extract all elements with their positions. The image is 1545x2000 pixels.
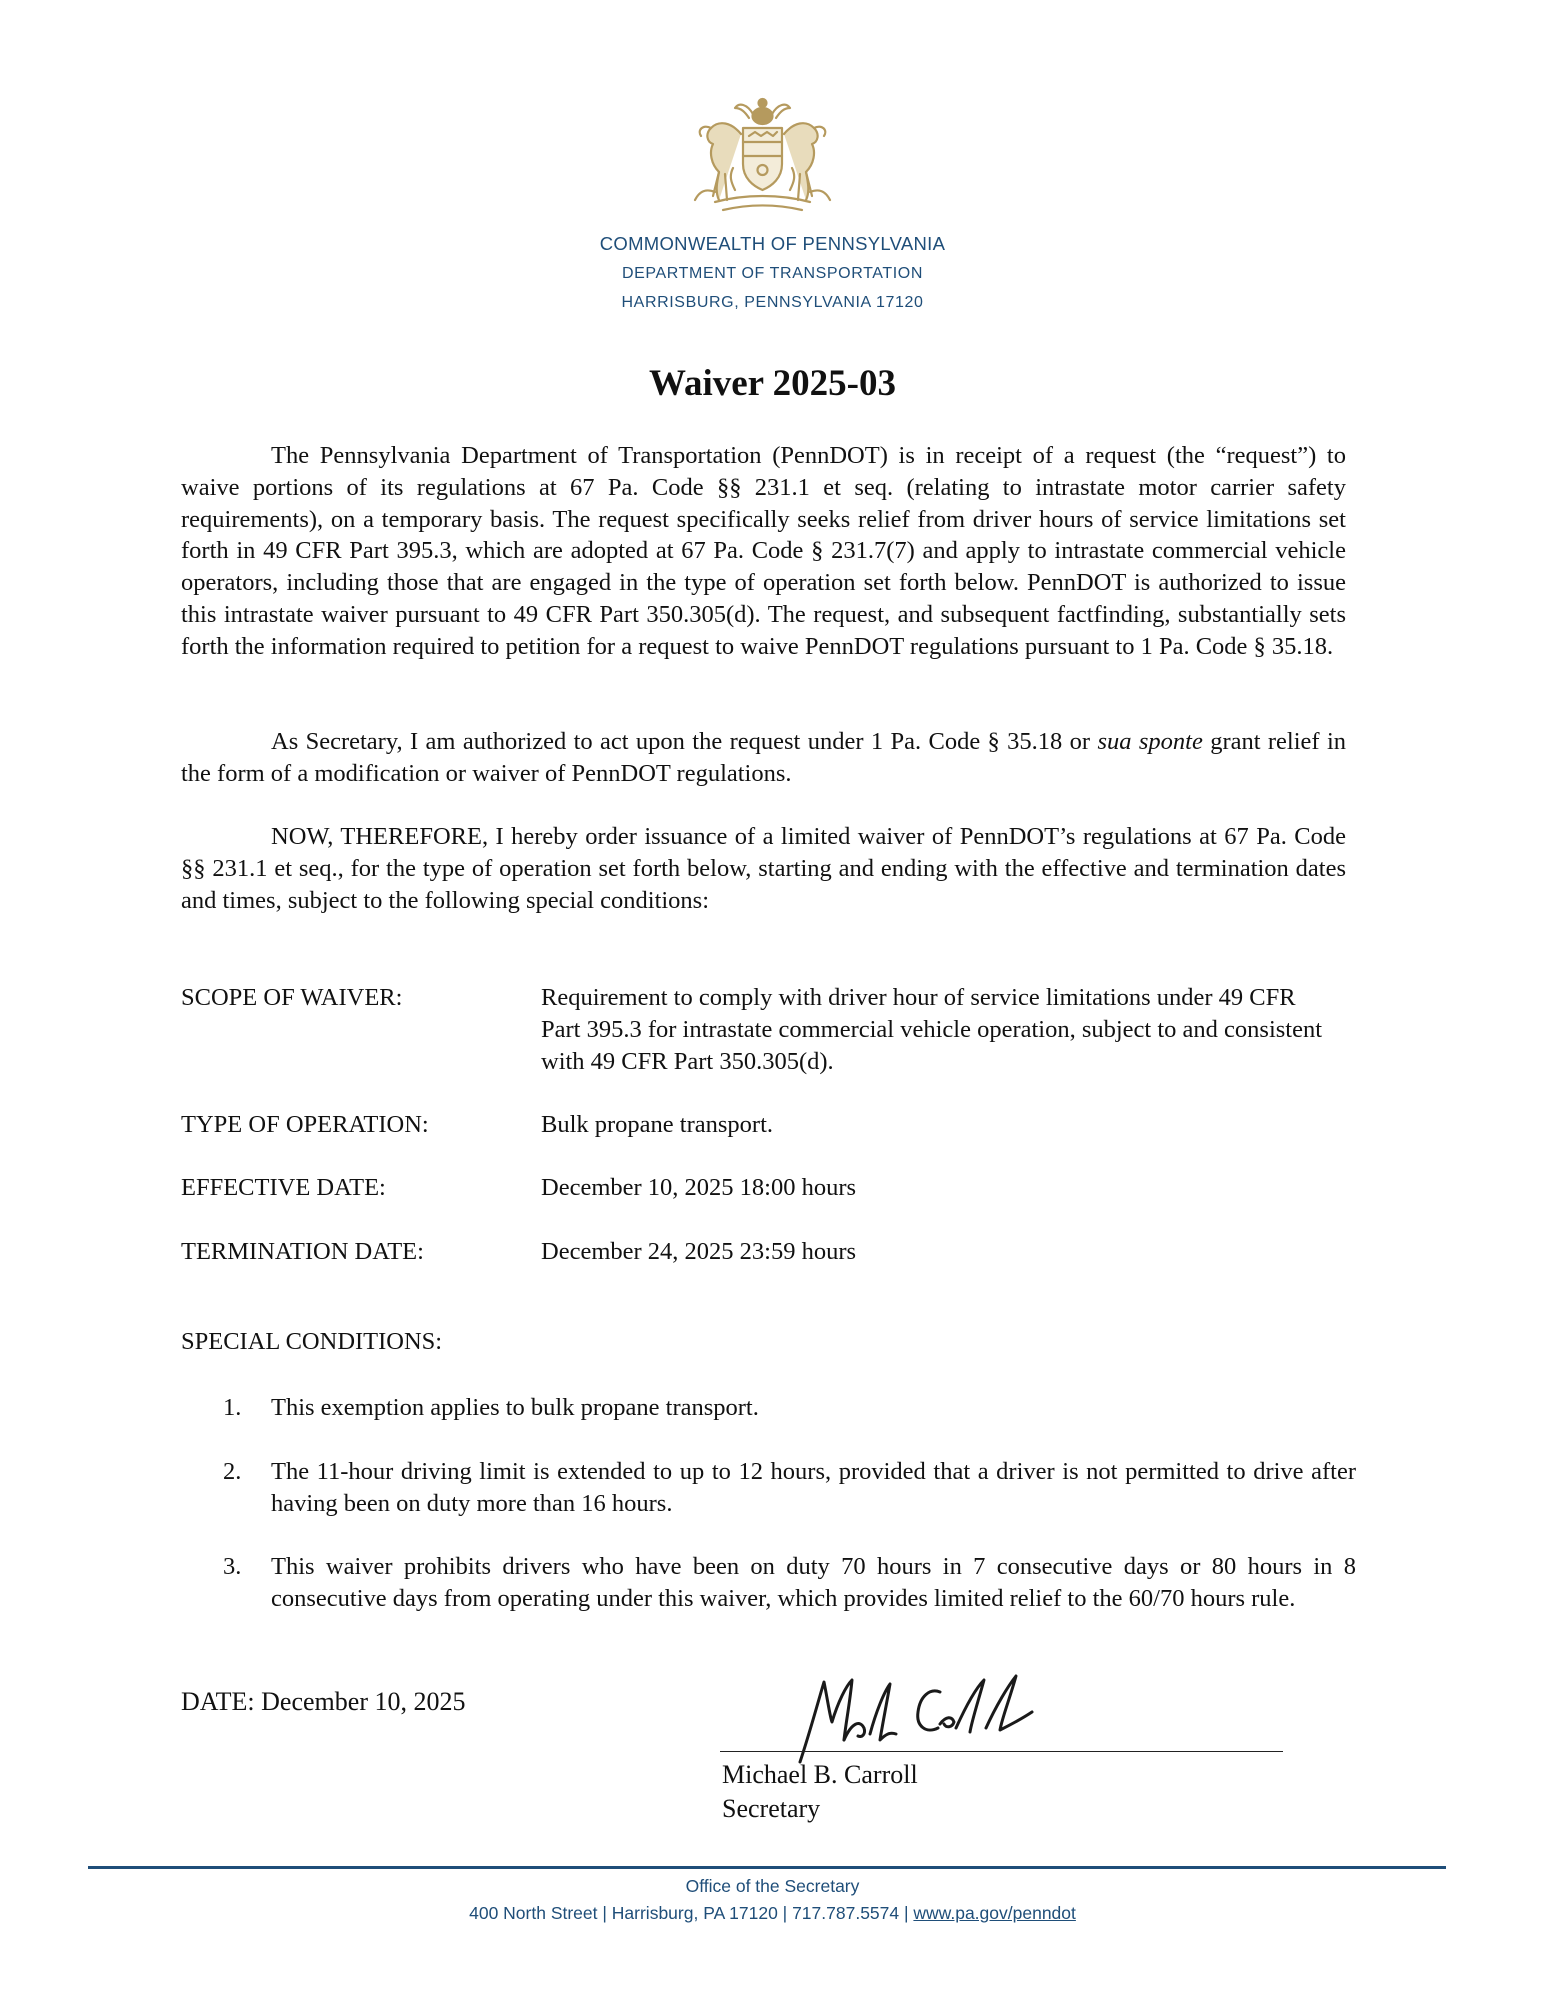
signature-line [720, 1751, 1283, 1752]
list-item-number: 2. [223, 1458, 242, 1485]
footer-address: 400 North Street | Harrisburg, PA 17120 | 717.787.5574 | [469, 1903, 914, 1923]
list-item-text: This waiver prohibits drivers who have been on duty 70 hours in 7 consecutive days or 80 hours in 8 consecutive days from operating under this waiver, which provides limited relief to the 60/70 hours rule. [271, 1553, 1356, 1612]
list-item-number: 3. [223, 1553, 242, 1580]
signature-date: DATE: December 10, 2025 [181, 1687, 466, 1716]
footer-divider [88, 1866, 1446, 1869]
list-item-number: 1. [223, 1394, 242, 1421]
paragraph-authority-text-end: grant relief in the form of a modification or waiver of PennDOT regulations. [181, 728, 1347, 787]
list-item-text: The 11-hour driving limit is extended to up to 12 hours, provided that a driver is not permitted to drive after having been on duty more than 16 hours. [271, 1458, 1356, 1517]
type-value: Bulk propane transport. [541, 1111, 774, 1138]
termination-date-value: December 24, 2025 23:59 hours [541, 1238, 857, 1265]
termination-date-label: TERMINATION DATE: [181, 1238, 424, 1265]
footer-website-link[interactable]: www.pa.gov/penndot [913, 1903, 1076, 1923]
special-conditions-heading: SPECIAL CONDITIONS: [181, 1328, 443, 1355]
paragraph-order: NOW, THEREFORE, I hereby order issuance of a limited waiver of PennDOT’s regulations at 67 Pa. Code §§ 231.1 et seq., for the type of operation set forth below, starting and ending with the effective and termination dates and times, subject to the following special conditions: [181, 823, 1346, 914]
handwritten-signature [780, 1662, 1100, 1772]
paragraph-authority [181, 726, 1346, 790]
scope-value: Requirement to comply with driver hour of service limitations under 49 CFR Part 395.3 for intrastate commercial vehicle operation, subject to and consistent with 49 CFR Part 350.305(d). [541, 984, 1323, 1075]
signer-name: Michael B. Carroll [722, 1760, 918, 1789]
signer-title: Secretary [722, 1794, 821, 1823]
pennsylvania-coat-of-arms-icon [675, 92, 850, 217]
effective-date-value: December 10, 2025 18:00 hours [541, 1174, 857, 1201]
paragraph-authority-text: As Secretary, I am authorized to act upon the request under 1 Pa. Code § 35.18 or [271, 728, 1098, 755]
scope-label: SCOPE OF WAIVER: [181, 984, 403, 1011]
document-title: Waiver 2025-03 [649, 363, 896, 404]
list-item-text: This exemption applies to bulk propane transport. [271, 1394, 759, 1421]
paragraph-request: The Pennsylvania Department of Transportation (PennDOT) is in receipt of a request (the “request”) to waive portions of its regulations at 67 Pa. Code §§ 231.1 et seq. (relating to intrastate motor carrier safety requirements), on a temporary basis. The request specifically seeks relief from driver hours of service limitations set forth in 49 CFR Part 395.3, which are adopted at 67 Pa. Code § 231.7(7) and apply to intrastate commercial vehicle operators, including those that are engaged in the type of operation set forth below. PennDOT is authorized to issue this intrastate waiver pursuant to 49 CFR Part 350.305(d). The request, and subsequent factfinding, substantially sets forth the information required to petition for a request to waive PennDOT regulations pursuant to 1 Pa. Code § 35.18. [181, 442, 1346, 660]
agency-line-address: HARRISBURG, PENNSYLVANIA 17120 [621, 294, 924, 311]
paragraph-authority-italic: sua sponte [1097, 728, 1203, 755]
footer-office: Office of the Secretary [685, 1876, 860, 1896]
agency-line-commonwealth: COMMONWEALTH OF PENNSYLVANIA [599, 233, 946, 254]
agency-line-department: DEPARTMENT OF TRANSPORTATION [622, 265, 923, 282]
footer-address-line [0, 1903, 1545, 1924]
type-label: TYPE OF OPERATION: [181, 1111, 429, 1138]
signer-block [722, 1758, 918, 1826]
effective-date-label: EFFECTIVE DATE: [181, 1174, 386, 1201]
